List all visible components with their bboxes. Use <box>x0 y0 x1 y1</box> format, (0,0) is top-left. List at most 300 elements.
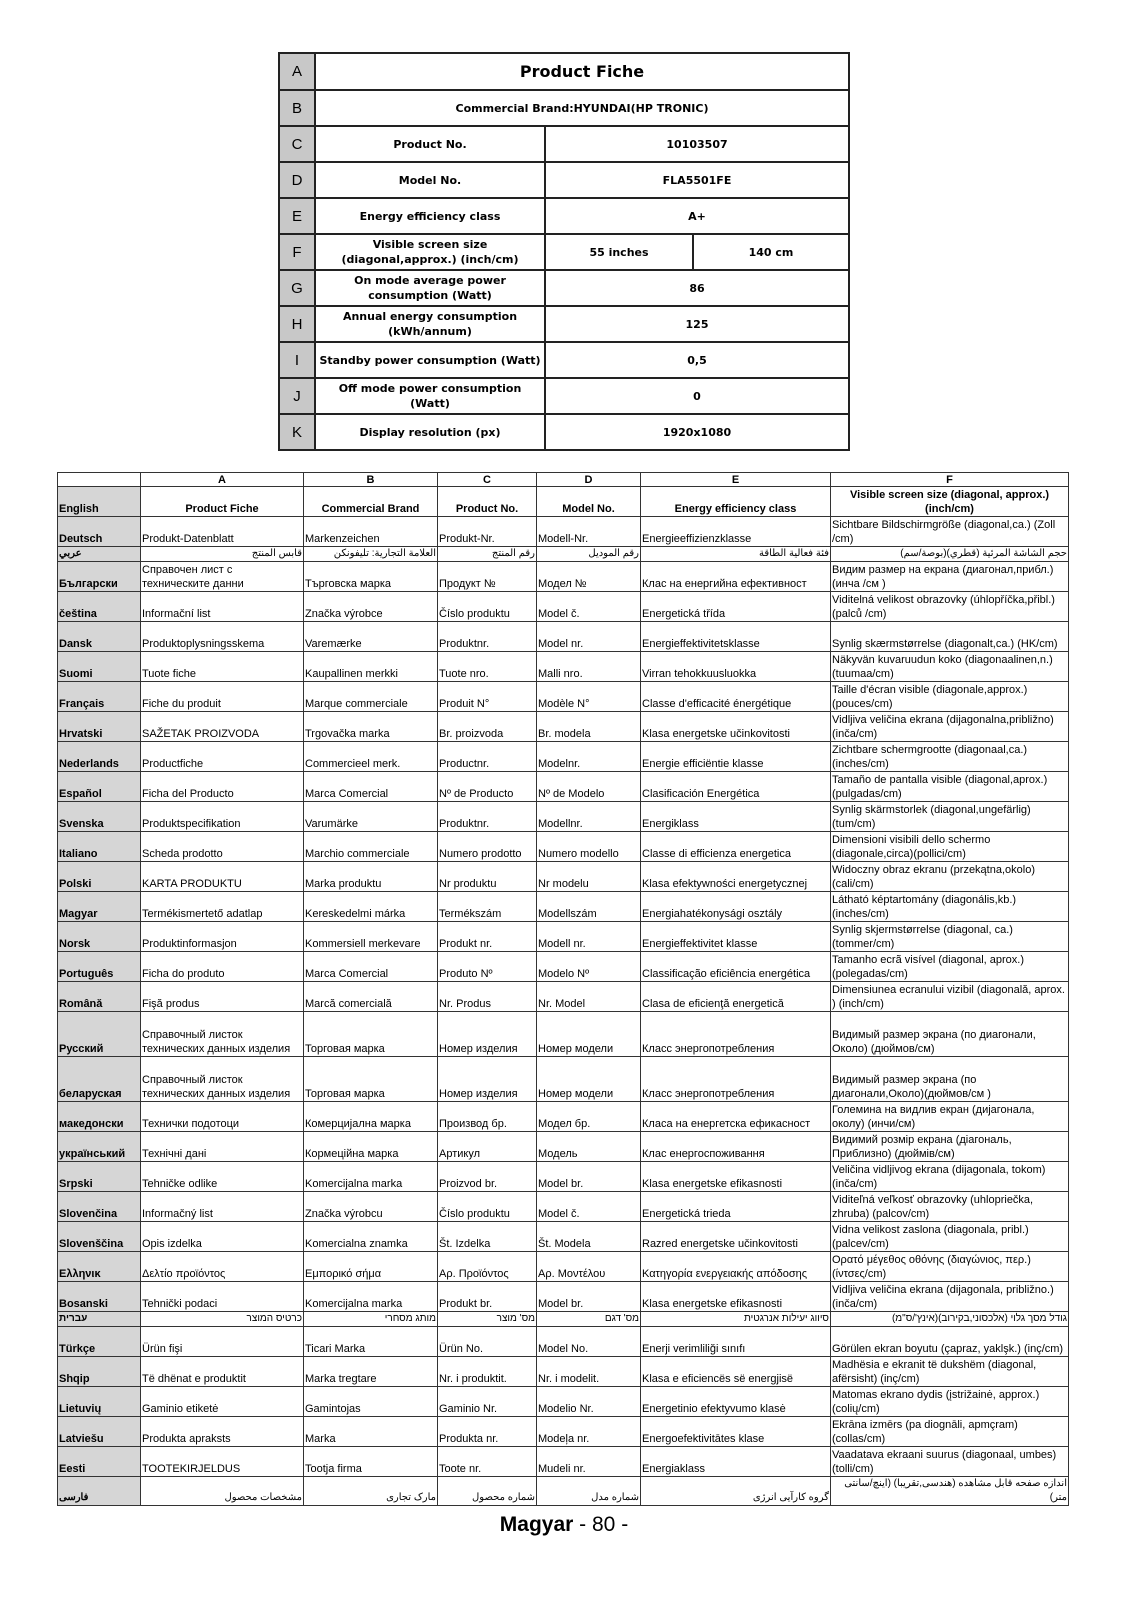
translation-cell-e: Клас на енергийна ефективност <box>641 562 831 592</box>
translation-cell-f: Видим размер на екрана (диагонал,прибл.) (инча /см ) <box>831 562 1069 592</box>
translation-cell-e: Energiklass <box>641 802 831 832</box>
translation-cell-e: Energie efficiëntie klasse <box>641 742 831 772</box>
translation-row <box>58 952 1069 982</box>
translation-cell-e: Classe di efficienza energetica <box>641 832 831 862</box>
translation-cell-f: Видимий розмір екрана (діагональ, Приблизно) (дюймів/см) <box>831 1132 1069 1162</box>
language-name: Italiano <box>58 832 141 862</box>
translation-row <box>58 1222 1069 1252</box>
translation-cell-b: Marka produktu <box>304 862 438 892</box>
translation-cell-a: Scheda prodotto <box>141 832 304 862</box>
translation-cell-b: Značka výrobcu <box>304 1192 438 1222</box>
translation-cell-b: Značka výrobce <box>304 592 438 622</box>
translation-cell-f: Vidljiva veličina ekrana (dijagonalna,približno) (inča/cm) <box>831 712 1069 742</box>
translation-cell-f: Vaadatava ekraani suurus (diagonaal, umbes) (tolli/cm) <box>831 1447 1069 1477</box>
translation-cell-c: Br. proizvoda <box>438 712 537 742</box>
translation-cell-b: العلامة التجارية: تليفونكن <box>304 547 438 562</box>
translation-cell-d: Modelnr. <box>537 742 641 772</box>
translation-cell-a: Produktinformasjon <box>141 922 304 952</box>
translation-cell-c: Produktnr. <box>438 622 537 652</box>
translation-row <box>58 1282 1069 1312</box>
language-name: Latviešu <box>58 1417 141 1447</box>
column-letter: C <box>438 473 537 487</box>
translation-row <box>58 802 1069 832</box>
translation-cell-b: Marka tregtare <box>304 1357 438 1387</box>
translation-cell-c: Proizvod br. <box>438 1162 537 1192</box>
translation-cell-d: Model No. <box>537 487 641 517</box>
translation-cell-d: Model nr. <box>537 622 641 652</box>
translation-row <box>58 712 1069 742</box>
translation-cell-a: KARTA PRODUKTU <box>141 862 304 892</box>
translation-cell-b: Marca Comercial <box>304 952 438 982</box>
translation-row <box>58 1162 1069 1192</box>
translation-cell-c: Product No. <box>438 487 537 517</box>
translation-row <box>58 1312 1069 1327</box>
translation-row <box>58 1252 1069 1282</box>
translation-cell-e: Клас енергоспоживання <box>641 1132 831 1162</box>
translation-cell-e: סיווג יעילות אנרגטית <box>641 1312 831 1327</box>
fiche-row-value: 0 <box>545 378 849 414</box>
language-name: Magyar <box>58 892 141 922</box>
translation-cell-e: Класс энергопотребления <box>641 1012 831 1057</box>
fiche-row-letter: B <box>279 90 315 126</box>
translation-cell-b: Tootja firma <box>304 1447 438 1477</box>
fiche-row-letter: I <box>279 342 315 378</box>
fiche-row-i <box>279 342 849 378</box>
translation-cell-c: Produkt br. <box>438 1282 537 1312</box>
translation-cell-d: Nr. Model <box>537 982 641 1012</box>
translation-cell-c: Nº de Producto <box>438 772 537 802</box>
translation-cell-c: Номер изделия <box>438 1012 537 1057</box>
translation-cell-a: Tehničke odlike <box>141 1162 304 1192</box>
language-name: Português <box>58 952 141 982</box>
translation-cell-b: Кормеційна марка <box>304 1132 438 1162</box>
fiche-row-a <box>279 53 849 90</box>
column-letter: A <box>141 473 304 487</box>
translation-cell-c: Ürün No. <box>438 1327 537 1357</box>
fiche-row-label: Energy efficiency class <box>315 198 545 234</box>
translation-cell-c: Αρ. Προϊόντος <box>438 1252 537 1282</box>
translation-cell-c: Продукт № <box>438 562 537 592</box>
translation-cell-c: Produkt-Nr. <box>438 517 537 547</box>
fiche-row-label: Commercial Brand:HYUNDAI(HP TRONIC) <box>315 90 849 126</box>
translation-cell-b: Торговая марка <box>304 1057 438 1102</box>
column-letter-row <box>58 473 1069 487</box>
language-name: Dansk <box>58 622 141 652</box>
fiche-row-label: Off mode power consumption (Watt) <box>315 378 545 414</box>
language-name: Русский <box>58 1012 141 1057</box>
fiche-row-letter: J <box>279 378 315 414</box>
translation-cell-e: Virran tehokkuusluokka <box>641 652 831 682</box>
translation-row <box>58 1477 1069 1506</box>
language-name: Français <box>58 682 141 712</box>
translation-cell-e: Класс энергопотребления <box>641 1057 831 1102</box>
translation-cell-e: Energiahatékonysági osztály <box>641 892 831 922</box>
translation-cell-c: Productnr. <box>438 742 537 772</box>
fiche-row-value: 0,5 <box>545 342 849 378</box>
translation-cell-d: Mudeli nr. <box>537 1447 641 1477</box>
translation-cell-e: Energieffektivitet klasse <box>641 922 831 952</box>
translation-cell-c: Toote nr. <box>438 1447 537 1477</box>
translation-cell-d: Model br. <box>537 1162 641 1192</box>
fiche-row-value: A+ <box>545 198 849 234</box>
translation-cell-f: Tamaño de pantalla visible (diagonal,aprox.) (pulgadas/cm) <box>831 772 1069 802</box>
column-letter-blank <box>58 473 141 487</box>
translation-cell-f: اندازه صفحه قابل مشاهده (هندسی,تقریبا) (اینچ/سانتی متر) <box>831 1477 1069 1506</box>
translation-row <box>58 547 1069 562</box>
translation-row <box>58 982 1069 1012</box>
translation-cell-f: Vidna velikost zaslona (diagonala, pribl.) (palcev/cm) <box>831 1222 1069 1252</box>
translation-cell-e: Energetická třída <box>641 592 831 622</box>
translation-cell-a: כרטיס המוצר <box>141 1312 304 1327</box>
translation-cell-b: Ticari Marka <box>304 1327 438 1357</box>
translation-cell-d: Modell-Nr. <box>537 517 641 547</box>
translation-cell-b: Търговска марка <box>304 562 438 592</box>
language-name: Slovenščina <box>58 1222 141 1252</box>
translation-cell-d: Modell nr. <box>537 922 641 952</box>
translation-cell-a: Informační list <box>141 592 304 622</box>
language-name: український <box>58 1132 141 1162</box>
translation-cell-e: Clasificación Energética <box>641 772 831 802</box>
translation-cell-a: Технічні дані <box>141 1132 304 1162</box>
fiche-row-label: Visible screen size (diagonal,approx.) (inch/cm) <box>315 234 545 270</box>
translation-row <box>58 862 1069 892</box>
translation-cell-a: Tehnički podaci <box>141 1282 304 1312</box>
language-name: Türkçe <box>58 1327 141 1357</box>
translation-cell-e: Klasa energetske učinkovitosti <box>641 712 831 742</box>
translation-row <box>58 1447 1069 1477</box>
translation-row <box>58 892 1069 922</box>
translation-cell-f: Dimensioni visibili dello schermo (diagonale,circa)(pollici/cm) <box>831 832 1069 862</box>
language-name: Srpski <box>58 1162 141 1192</box>
translation-row <box>58 742 1069 772</box>
fiche-row-d <box>279 162 849 198</box>
translation-cell-f: Widoczny obraz ekranu (przekątna,okolo)(cali/cm) <box>831 862 1069 892</box>
translation-cell-f: גודל מסך גלוי (אלכסוני,בקירוב)(אינץ'/ס"מ) <box>831 1312 1069 1327</box>
translation-cell-f: Látható képtartomány (diagonális,kb.) (inches/cm) <box>831 892 1069 922</box>
translation-cell-e: Klasa efektywności energetycznej <box>641 862 831 892</box>
translation-cell-a: Δελτίο προϊόντος <box>141 1252 304 1282</box>
translation-cell-e: Clasa de eficienţă energetică <box>641 982 831 1012</box>
fiche-row-value: 10103507 <box>545 126 849 162</box>
translation-cell-d: Nr. i modelit. <box>537 1357 641 1387</box>
language-name: Shqip <box>58 1357 141 1387</box>
translation-row <box>58 832 1069 862</box>
translation-row <box>58 1102 1069 1132</box>
language-name: Suomi <box>58 652 141 682</box>
language-name: беларуская <box>58 1057 141 1102</box>
translation-cell-e: Energetická trieda <box>641 1192 831 1222</box>
language-name: Svenska <box>58 802 141 832</box>
translation-cell-c: Tuote nro. <box>438 652 537 682</box>
translation-cell-a: Productfiche <box>141 742 304 772</box>
translation-cell-a: Fiche du produit <box>141 682 304 712</box>
translation-cell-d: رقم الموديل <box>537 547 641 562</box>
translation-cell-f: حجم الشاشة المرئية (قطري)(بوصة/سم) <box>831 547 1069 562</box>
translation-table-body <box>58 473 1069 1506</box>
translation-cell-c: מס' מוצר <box>438 1312 537 1327</box>
product-fiche-table <box>278 52 850 451</box>
translation-cell-e: Energoefektivitātes klase <box>641 1417 831 1447</box>
language-name: čeština <box>58 592 141 622</box>
product-fiche-body <box>279 53 849 450</box>
translation-row <box>58 1192 1069 1222</box>
translation-cell-b: Marque commerciale <box>304 682 438 712</box>
translation-cell-e: Κατηγορία ενεργειακής απόδοσης <box>641 1252 831 1282</box>
fiche-row-letter: E <box>279 198 315 234</box>
translation-row <box>58 1327 1069 1357</box>
column-letter: E <box>641 473 831 487</box>
translation-cell-b: Kaupallinen merkki <box>304 652 438 682</box>
translation-cell-b: מותג מסחרי <box>304 1312 438 1327</box>
translation-cell-d: Model č. <box>537 1192 641 1222</box>
translation-row <box>58 562 1069 592</box>
fiche-row-letter: A <box>279 53 315 90</box>
footer-language: Magyar <box>499 1513 574 1536</box>
translation-cell-f: Madhësia e ekranit të dukshëm (diagonal, afërsisht) (inç/cm) <box>831 1357 1069 1387</box>
translation-cell-a: Informačný list <box>141 1192 304 1222</box>
translation-cell-e: Energy efficiency class <box>641 487 831 517</box>
language-name: Lietuvių <box>58 1387 141 1417</box>
fiche-row-letter: H <box>279 306 315 342</box>
translation-cell-f: Dimensiunea ecranului vizibil (diagonală, aprox. ) (inch/cm) <box>831 982 1069 1012</box>
fiche-row-value1: 55 inches <box>545 234 693 270</box>
translation-row <box>58 772 1069 802</box>
translation-cell-e: Класа на енергетска ефикасност <box>641 1102 831 1132</box>
translation-cell-d: Br. modela <box>537 712 641 742</box>
translation-cell-c: Nr. i produktit. <box>438 1357 537 1387</box>
translation-cell-e: Energetinio efektyvumo klasė <box>641 1387 831 1417</box>
translation-cell-a: Ürün fişi <box>141 1327 304 1357</box>
translation-cell-d: Αρ. Μοντέλου <box>537 1252 641 1282</box>
translation-cell-b: Marka <box>304 1417 438 1447</box>
translation-cell-c: Производ бр. <box>438 1102 537 1132</box>
fiche-row-value: FLA5501FE <box>545 162 849 198</box>
translation-cell-f: Ορατό μέγεθος οθόνης (διαγώνιος, περ.) (ίντσες/cm) <box>831 1252 1069 1282</box>
translation-cell-a: Produktspecifikation <box>141 802 304 832</box>
translation-cell-d: Модель <box>537 1132 641 1162</box>
translation-cell-d: Modelio Nr. <box>537 1387 641 1417</box>
translation-cell-f: Synlig skärmstorlek (diagonal,ungefärlig) (tum/cm) <box>831 802 1069 832</box>
translation-cell-a: TOOTEKIRJELDUS <box>141 1447 304 1477</box>
language-name: Hrvatski <box>58 712 141 742</box>
translation-row <box>58 682 1069 712</box>
translation-cell-a: Produktoplysningsskema <box>141 622 304 652</box>
language-name: Deutsch <box>58 517 141 547</box>
translation-cell-f: Viditeľná veľkosť obrazovky (uhlopriečka, zhruba) (palcov/cm) <box>831 1192 1069 1222</box>
fiche-row-value2: 140 cm <box>693 234 849 270</box>
translation-cell-b: Торговая марка <box>304 1012 438 1057</box>
translation-cell-a: Opis izdelka <box>141 1222 304 1252</box>
translation-cell-f: Synlig skærmstørrelse (diagonalt,ca.) (HK/cm) <box>831 622 1069 652</box>
fiche-row-letter: C <box>279 126 315 162</box>
translation-cell-b: Varemærke <box>304 622 438 652</box>
translation-row <box>58 622 1069 652</box>
language-name: Nederlands <box>58 742 141 772</box>
translation-row <box>58 1387 1069 1417</box>
fiche-row-label: Model No. <box>315 162 545 198</box>
language-name: עברית <box>58 1312 141 1327</box>
translation-cell-e: Klasa energetske efikasnosti <box>641 1162 831 1192</box>
translation-cell-c: Артикул <box>438 1132 537 1162</box>
translation-cell-d: Model br. <box>537 1282 641 1312</box>
translation-cell-d: Model No. <box>537 1327 641 1357</box>
translation-row <box>58 1057 1069 1102</box>
translation-cell-a: Справочен лист с техническите данни <box>141 562 304 592</box>
fiche-row-j <box>279 378 849 414</box>
translation-cell-a: Tuote fiche <box>141 652 304 682</box>
translation-cell-d: Modeļa nr. <box>537 1417 641 1447</box>
translation-cell-a: Termékismertető adatlap <box>141 892 304 922</box>
translation-cell-b: Εμπορικό σήμα <box>304 1252 438 1282</box>
translation-cell-d: Model č. <box>537 592 641 622</box>
translation-cell-f: Sichtbare Bildschirmgröße (diagonal,ca.) (Zoll /cm) <box>831 517 1069 547</box>
translation-cell-a: SAŽETAK PROIZVODA <box>141 712 304 742</box>
translation-row <box>58 1357 1069 1387</box>
fiche-row-label: Standby power consumption (Watt) <box>315 342 545 378</box>
translation-cell-a: قابس المنتج <box>141 547 304 562</box>
translation-cell-c: Nr produktu <box>438 862 537 892</box>
translation-row <box>58 1012 1069 1057</box>
translation-cell-f: Synlig skjermstørrelse (diagonal, ca.) (tommer/cm) <box>831 922 1069 952</box>
translation-cell-d: Numero modello <box>537 832 641 862</box>
translation-cell-d: Nº de Modelo <box>537 772 641 802</box>
translation-cell-a: Product Fiche <box>141 487 304 517</box>
translation-cell-b: Komercialna znamka <box>304 1222 438 1252</box>
translation-cell-b: Markenzeichen <box>304 517 438 547</box>
translation-cell-c: Numero prodotto <box>438 832 537 862</box>
translation-cell-b: Marchio commerciale <box>304 832 438 862</box>
translation-cell-a: Gaminio etiketė <box>141 1387 304 1417</box>
translation-cell-c: Produto Nº <box>438 952 537 982</box>
translation-row <box>58 517 1069 547</box>
fiche-row-f <box>279 234 849 270</box>
translation-cell-b: Komercijalna marka <box>304 1162 438 1192</box>
translation-cell-e: Energieeffizienzklasse <box>641 517 831 547</box>
translation-cell-a: Fişă produs <box>141 982 304 1012</box>
translation-cell-f: Görülen ekran boyutu (çapraz, yaklşk.) (inç/cm) <box>831 1327 1069 1357</box>
fiche-row-k <box>279 414 849 450</box>
translation-cell-f: Tamanho ecrã visível (diagonal, aprox.) (polegadas/cm) <box>831 952 1069 982</box>
translation-row <box>58 922 1069 952</box>
fiche-row-letter: F <box>279 234 315 270</box>
translation-cell-d: Модел бр. <box>537 1102 641 1132</box>
fiche-row-label: Annual energy consumption (kWh/annum) <box>315 306 545 342</box>
translation-cell-b: Kereskedelmi márka <box>304 892 438 922</box>
translation-cell-b: Komercijalna marka <box>304 1282 438 1312</box>
translation-cell-e: Classificação eficiência energética <box>641 952 831 982</box>
language-name: فارسی <box>58 1477 141 1506</box>
translation-header-row <box>58 487 1069 517</box>
translation-cell-b: Trgovačka marka <box>304 712 438 742</box>
translation-cell-b: Kommersiell merkevare <box>304 922 438 952</box>
column-letter: B <box>304 473 438 487</box>
translation-row <box>58 592 1069 622</box>
fiche-row-e <box>279 198 849 234</box>
translation-cell-b: Varumärke <box>304 802 438 832</box>
language-name: Polski <box>58 862 141 892</box>
translation-cell-d: Nr modelu <box>537 862 641 892</box>
translation-cell-e: Klasa energetske efikasnosti <box>641 1282 831 1312</box>
language-name: Español <box>58 772 141 802</box>
translation-row <box>58 1417 1069 1447</box>
language-name: Norsk <box>58 922 141 952</box>
fiche-row-label: Product No. <box>315 126 545 162</box>
translation-cell-a: Ficha do produto <box>141 952 304 982</box>
translation-cell-d: شماره مدل <box>537 1477 641 1506</box>
translation-cell-f: Näkyvän kuvaruudun koko (diagonaalinen,n.) (tuumaa/cm) <box>831 652 1069 682</box>
translation-cell-c: Produktnr. <box>438 802 537 832</box>
translation-cell-f: Veličina vidljivog ekrana (dijagonala, tokom) (inča/cm) <box>831 1162 1069 1192</box>
translation-cell-e: Energiaklass <box>641 1447 831 1477</box>
language-name: English <box>58 487 141 517</box>
fiche-row-value: 125 <box>545 306 849 342</box>
language-name: Ελληνικ <box>58 1252 141 1282</box>
translation-cell-e: Energieffektivitetsklasse <box>641 622 831 652</box>
translation-cell-a: مشخصات محصول <box>141 1477 304 1506</box>
translation-cell-c: Číslo produktu <box>438 592 537 622</box>
translation-cell-f: Viditelná velikost obrazovky (úhlopříčka,přibl.)(palců /cm) <box>831 592 1069 622</box>
translation-cell-a: Ficha del Producto <box>141 772 304 802</box>
translation-cell-c: شماره محصول <box>438 1477 537 1506</box>
translation-cell-f: Големина на видлив екран (дијагонала, околу) (инчи/см) <box>831 1102 1069 1132</box>
translation-cell-b: مارک تجاری <box>304 1477 438 1506</box>
fiche-row-b <box>279 90 849 126</box>
fiche-row-letter: D <box>279 162 315 198</box>
translation-cell-a: Të dhënat e produktit <box>141 1357 304 1387</box>
language-name: Română <box>58 982 141 1012</box>
translation-cell-c: Št. Izdelka <box>438 1222 537 1252</box>
fiche-row-label: On mode average power consumption (Watt) <box>315 270 545 306</box>
translation-cell-b: Marcă comercială <box>304 982 438 1012</box>
fiche-row-label: Display resolution (px) <box>315 414 545 450</box>
translation-cell-d: Modellszám <box>537 892 641 922</box>
translation-cell-c: رقم المنتج <box>438 547 537 562</box>
translation-cell-c: Číslo produktu <box>438 1192 537 1222</box>
fiche-row-h <box>279 306 849 342</box>
translation-cell-a: Produkt-Datenblatt <box>141 517 304 547</box>
translation-cell-e: فئة فعالية الطاقة <box>641 547 831 562</box>
translation-cell-c: Produkt nr. <box>438 922 537 952</box>
language-name: македонски <box>58 1102 141 1132</box>
fiche-row-value: 86 <box>545 270 849 306</box>
translation-cell-d: Modèle N° <box>537 682 641 712</box>
fiche-row-g <box>279 270 849 306</box>
fiche-row-letter: K <box>279 414 315 450</box>
translation-cell-d: Номер модели <box>537 1057 641 1102</box>
footer-page-number: - 80 - <box>579 1513 629 1536</box>
translation-cell-e: Classe d'efficacité énergétique <box>641 682 831 712</box>
translation-cell-e: گروه کارآیی انرژی <box>641 1477 831 1506</box>
translation-cell-f: Taille d'écran visible (diagonale,approx.) (pouces/cm) <box>831 682 1069 712</box>
translation-cell-d: Modellnr. <box>537 802 641 832</box>
translation-cell-c: Nr. Produs <box>438 982 537 1012</box>
translation-cell-e: Enerji verimliliği sınıfı <box>641 1327 831 1357</box>
translation-cell-b: Gamintojas <box>304 1387 438 1417</box>
translation-cell-f: Visible screen size (diagonal, approx.) (inch/cm) <box>831 487 1069 517</box>
translation-cell-a: Технички подотоци <box>141 1102 304 1132</box>
translation-cell-b: Commercial Brand <box>304 487 438 517</box>
translation-cell-f: Ekrāna izmērs (pa diognāli, apmçram) (collas/cm) <box>831 1417 1069 1447</box>
translation-table <box>57 472 1069 1506</box>
translation-cell-c: Produit N° <box>438 682 537 712</box>
translation-cell-f: Видимый размер экрана (по диагонали,Около)(дюймов/см ) <box>831 1057 1069 1102</box>
language-name: Eesti <box>58 1447 141 1477</box>
translation-cell-c: Produkta nr. <box>438 1417 537 1447</box>
translation-cell-c: Termékszám <box>438 892 537 922</box>
language-name: Bosanski <box>58 1282 141 1312</box>
translation-row <box>58 1132 1069 1162</box>
translation-cell-d: Номер модели <box>537 1012 641 1057</box>
